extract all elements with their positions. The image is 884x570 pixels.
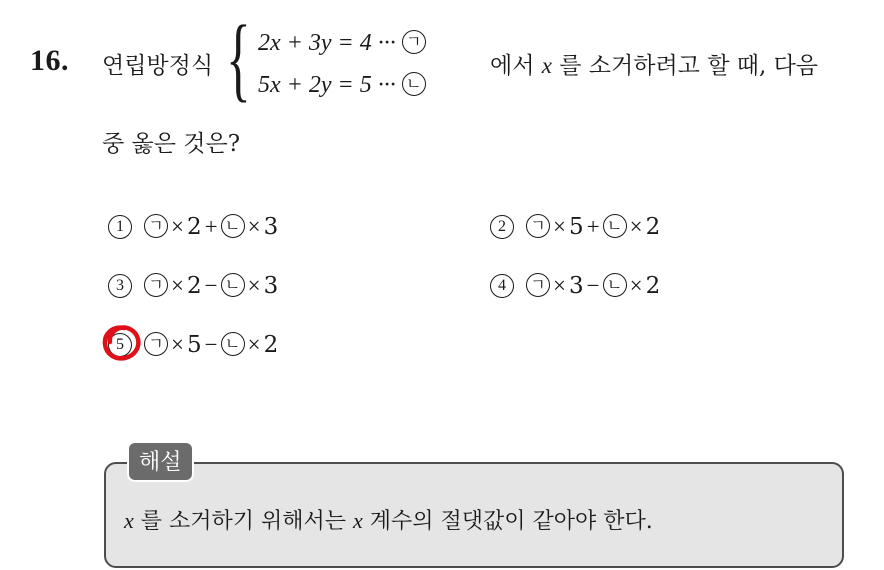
choice-2-coef-a: 5 (568, 214, 584, 240)
question-number: 16. (30, 44, 69, 77)
question-tail-post: 를 소거하려고 할 때, 다음 (551, 53, 819, 79)
choice-2-operator: + (586, 214, 600, 239)
choice-3-coef-b: 3 (263, 273, 279, 299)
explanation-text (124, 504, 653, 535)
times-symbol: × (553, 214, 566, 239)
question-line-2: 중 옳은 것은? (102, 131, 241, 157)
choice-3-coef-a: 2 (186, 273, 202, 299)
choice-4-term-b: ㄴ (603, 273, 627, 297)
equation-1 (258, 30, 426, 57)
choice-2-number: 2 (490, 215, 514, 239)
choice-5-operator: − (204, 332, 218, 357)
choice-3-number: 3 (108, 274, 132, 298)
choice-3[interactable] (108, 273, 278, 299)
times-symbol: × (171, 273, 184, 298)
choice-3-operator: − (204, 273, 218, 298)
choice-3-term-a: ㄱ (144, 273, 168, 297)
choice-2-coef-b: 2 (645, 214, 661, 240)
times-symbol: × (629, 214, 643, 239)
question-lead-text: 연립방정식 (102, 53, 214, 79)
choice-2-term-a: ㄱ (526, 214, 550, 238)
choice-4-number: 4 (490, 274, 514, 298)
choice-2-term-b: ㄴ (603, 214, 627, 238)
times-symbol: × (247, 214, 261, 239)
choice-1-operator: + (204, 214, 218, 239)
times-symbol: × (629, 273, 643, 298)
system-brace: { (226, 7, 251, 111)
explanation-variable-2: x (353, 508, 363, 533)
equation-1-label: ㄱ (402, 30, 426, 54)
choice-4-operator: − (586, 273, 600, 298)
choice-1-number: 1 (108, 215, 132, 239)
choice-1[interactable] (108, 214, 278, 240)
question-tail-pre: 에서 (490, 53, 542, 79)
choice-5-coef-a: 5 (186, 332, 202, 358)
equation-2 (258, 72, 426, 99)
choice-4-coef-a: 3 (568, 273, 584, 299)
choice-2[interactable] (490, 214, 660, 240)
equation-2-text: 5x + 2y = 5 ··· (258, 72, 402, 98)
times-symbol: × (553, 273, 566, 298)
choice-1-coef-b: 3 (263, 214, 279, 240)
choice-1-coef-a: 2 (186, 214, 202, 240)
choice-5-term-b: ㄴ (221, 332, 245, 356)
times-symbol: × (247, 332, 261, 357)
choice-4[interactable] (490, 273, 660, 299)
times-symbol: × (171, 214, 184, 239)
question-variable: x (541, 53, 552, 78)
explanation-part-2: 계수의 절댓값이 같아야 한다. (362, 509, 653, 534)
choice-1-term-b: ㄴ (221, 214, 245, 238)
answer-circle-mark (100, 320, 144, 364)
choice-5-term-a: ㄱ (144, 332, 168, 356)
choice-1-term-a: ㄱ (144, 214, 168, 238)
question-tail (490, 47, 818, 80)
choice-4-term-a: ㄱ (526, 273, 550, 297)
times-symbol: × (247, 273, 261, 298)
explanation-part-1: 를 소거하기 위해서는 (133, 509, 354, 534)
equation-2-label: ㄴ (402, 72, 426, 96)
equation-1-text: 2x + 3y = 4 ··· (258, 30, 402, 56)
explanation-variable: x (124, 508, 134, 533)
choice-4-coef-b: 2 (645, 273, 661, 299)
explanation-tab: 해설 (127, 441, 194, 482)
choice-3-term-b: ㄴ (221, 273, 245, 297)
times-symbol: × (171, 332, 184, 357)
choice-5-coef-b: 2 (263, 332, 279, 358)
choice-5-number: 5 (108, 333, 132, 357)
